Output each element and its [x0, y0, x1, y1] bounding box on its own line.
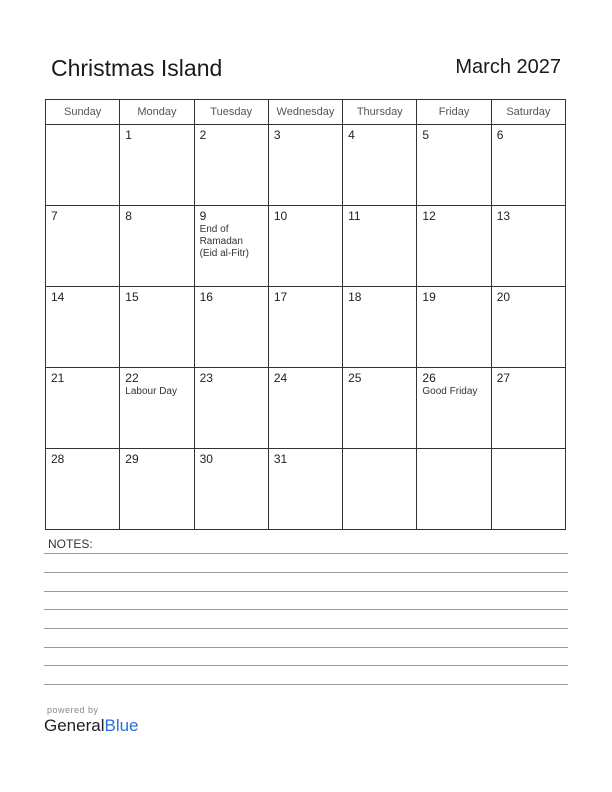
note-line	[44, 591, 568, 592]
day-cell	[46, 206, 120, 287]
weekday-header: Tuesday	[194, 100, 268, 125]
day-number: 24	[273, 371, 288, 385]
day-number: 12	[422, 209, 436, 223]
day-number: 30	[199, 452, 213, 466]
day-number: 1	[125, 128, 132, 142]
day-cell	[194, 449, 268, 530]
day-cell	[417, 449, 491, 530]
day-number: 11	[348, 209, 361, 223]
day-cell	[194, 287, 268, 368]
day-cell	[268, 125, 342, 206]
note-line	[44, 647, 568, 648]
day-cell	[343, 368, 417, 449]
day-number: 15	[125, 290, 139, 304]
day-cell	[491, 368, 565, 449]
day-number: 4	[348, 128, 355, 142]
day-number: 29	[125, 452, 139, 466]
day-number: 8	[125, 209, 132, 223]
month-grid	[45, 99, 566, 530]
powered-by-text: powered by	[47, 705, 99, 715]
day-cell	[46, 449, 120, 530]
day-number: 31	[273, 452, 288, 466]
day-cell	[343, 125, 417, 206]
day-number: 14	[51, 290, 65, 304]
day-cell	[194, 125, 268, 206]
note-line	[44, 665, 568, 666]
note-line	[44, 553, 568, 554]
day-cell	[46, 368, 120, 449]
day-cell	[417, 368, 491, 449]
day-cell	[491, 449, 565, 530]
weekday-header: Friday	[417, 100, 491, 125]
day-cell	[268, 287, 342, 368]
day-cell	[343, 287, 417, 368]
day-cell	[417, 125, 491, 206]
day-number: 13	[496, 209, 511, 223]
day-cell	[491, 287, 565, 368]
day-cell	[343, 449, 417, 530]
day-cell	[120, 449, 194, 530]
day-cell	[46, 287, 120, 368]
day-cell	[120, 287, 194, 368]
day-number: 27	[496, 371, 511, 385]
day-number: 6	[496, 128, 504, 142]
day-cell	[417, 206, 491, 287]
day-cell	[194, 368, 268, 449]
day-cell	[343, 206, 417, 287]
day-cell	[120, 368, 194, 449]
note-line	[44, 609, 568, 610]
week-row	[46, 449, 566, 530]
day-cell	[268, 449, 342, 530]
brand-blue: Blue	[104, 716, 139, 735]
week-row	[46, 206, 566, 287]
day-cell	[491, 206, 565, 287]
weekday-header-row	[46, 100, 566, 125]
brand-logo	[44, 716, 139, 736]
day-cell	[268, 206, 342, 287]
calendar-title: Christmas Island	[51, 55, 223, 81]
notes-label: NOTES:	[48, 537, 93, 551]
weekday-header: Saturday	[491, 100, 565, 125]
day-cell	[417, 287, 491, 368]
day-number: 25	[348, 371, 362, 385]
note-line	[44, 684, 568, 685]
weekday-header: Monday	[120, 100, 194, 125]
day-number: 2	[199, 128, 207, 142]
day-number: 10	[273, 209, 288, 223]
day-cell	[46, 125, 120, 206]
day-number: 18	[348, 290, 362, 304]
note-line	[44, 628, 568, 629]
week-row	[46, 287, 566, 368]
day-number: 28	[51, 452, 65, 466]
calendar-month: March 2027	[455, 56, 561, 78]
week-row	[46, 368, 566, 449]
day-number: 26	[422, 371, 436, 385]
holiday-label: Good Friday	[422, 386, 478, 397]
weekday-header: Wednesday	[268, 100, 342, 125]
brand-general: General	[44, 716, 105, 735]
day-number: 9	[199, 209, 207, 223]
day-number: 5	[422, 128, 430, 142]
day-number: 20	[496, 290, 511, 304]
day-number: 23	[199, 371, 213, 385]
day-number: 3	[273, 128, 281, 142]
day-number: 21	[51, 371, 65, 385]
weekday-header: Sunday	[46, 100, 120, 125]
day-number: 19	[422, 290, 436, 304]
weekday-header: Thursday	[343, 100, 417, 125]
day-number: 16	[199, 290, 213, 304]
day-number: 7	[51, 209, 58, 223]
day-cell	[268, 368, 342, 449]
holiday-label: End of Ramadan (Eid al-Fitr)	[199, 224, 250, 259]
day-cell	[120, 206, 194, 287]
day-cell	[491, 125, 565, 206]
holiday-label: Labour Day	[125, 386, 177, 397]
note-line	[44, 572, 568, 573]
day-cell	[194, 206, 268, 287]
day-cell	[120, 125, 194, 206]
week-row	[46, 125, 566, 206]
day-number: 17	[273, 290, 288, 304]
day-number: 22	[125, 371, 139, 385]
